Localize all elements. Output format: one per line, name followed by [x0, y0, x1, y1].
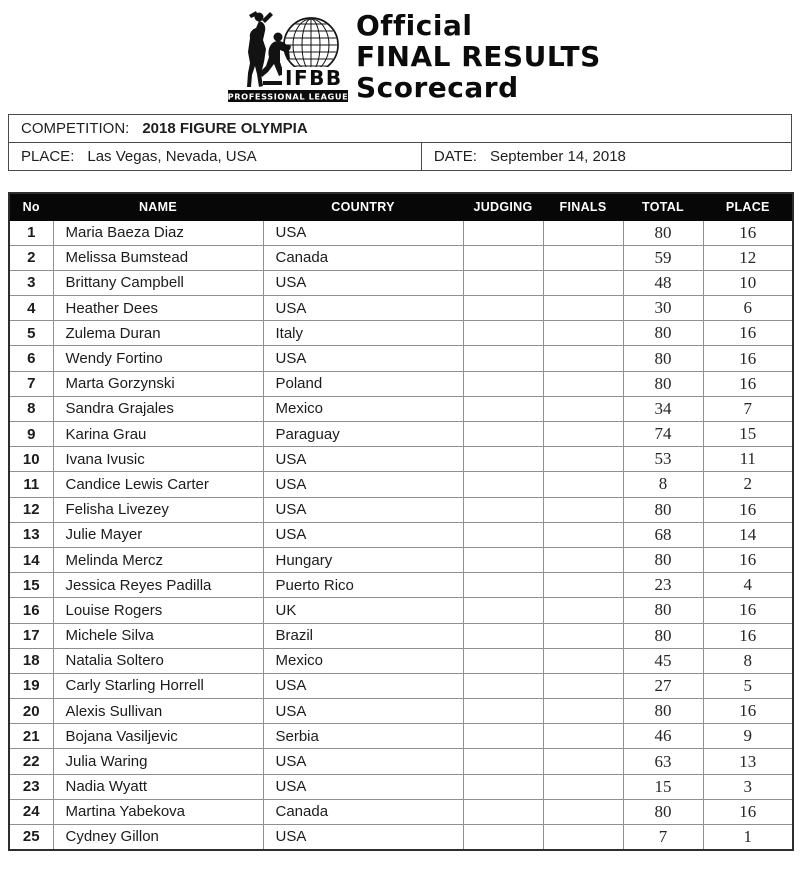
cell-name: Louise Rogers — [53, 598, 263, 623]
cell-place: 16 — [703, 497, 793, 522]
cell-total: 80 — [623, 371, 703, 396]
title-line-final-results: FINAL RESULTS — [356, 40, 601, 73]
cell-finals — [543, 648, 623, 673]
cell-country: Poland — [263, 371, 463, 396]
cell-name: Carly Starling Horrell — [53, 673, 263, 698]
cell-no: 9 — [9, 422, 53, 447]
cell-total: 30 — [623, 296, 703, 321]
cell-place: 10 — [703, 270, 793, 295]
cell-name: Ivana Ivusic — [53, 447, 263, 472]
cell-country: Puerto Rico — [263, 573, 463, 598]
col-header-name: NAME — [53, 193, 263, 220]
cell-total: 7 — [623, 825, 703, 850]
cell-judging — [463, 547, 543, 572]
col-header-place: PLACE — [703, 193, 793, 220]
cell-no: 5 — [9, 321, 53, 346]
cell-place: 16 — [703, 321, 793, 346]
cell-no: 15 — [9, 573, 53, 598]
cell-no: 10 — [9, 447, 53, 472]
cell-total: 80 — [623, 321, 703, 346]
cell-country: Brazil — [263, 623, 463, 648]
cell-country: USA — [263, 472, 463, 497]
cell-name: Nadia Wyatt — [53, 774, 263, 799]
cell-no: 20 — [9, 699, 53, 724]
date-label: DATE: — [433, 148, 477, 165]
table-row — [9, 270, 793, 295]
cell-finals — [543, 396, 623, 421]
table-row — [9, 522, 793, 547]
place-label: PLACE: — [21, 148, 75, 165]
place-date-row — [9, 142, 791, 170]
cell-name: Cydney Gillon — [53, 825, 263, 850]
table-row — [9, 648, 793, 673]
cell-name: Felisha Livezey — [53, 497, 263, 522]
cell-total: 80 — [623, 699, 703, 724]
cell-judging — [463, 270, 543, 295]
cell-total: 80 — [623, 799, 703, 824]
table-row — [9, 623, 793, 648]
cell-judging — [463, 321, 543, 346]
cell-name: Natalia Soltero — [53, 648, 263, 673]
competition-info-box — [8, 114, 792, 171]
competition-value: 2018 FIGURE OLYMPIA — [142, 120, 308, 137]
cell-place: 5 — [703, 673, 793, 698]
cell-total: 80 — [623, 497, 703, 522]
cell-no: 16 — [9, 598, 53, 623]
cell-no: 17 — [9, 623, 53, 648]
cell-country: UK — [263, 598, 463, 623]
competition-row — [9, 115, 791, 142]
table-row — [9, 799, 793, 824]
cell-country: USA — [263, 296, 463, 321]
cell-judging — [463, 623, 543, 648]
cell-judging — [463, 447, 543, 472]
cell-judging — [463, 522, 543, 547]
cell-name: Sandra Grajales — [53, 396, 263, 421]
cell-judging — [463, 699, 543, 724]
competition-label: COMPETITION: — [21, 120, 130, 137]
table-row — [9, 774, 793, 799]
table-row — [9, 346, 793, 371]
cell-total: 80 — [623, 598, 703, 623]
date-cell — [422, 143, 791, 170]
cell-country: Paraguay — [263, 422, 463, 447]
table-row — [9, 245, 793, 270]
cell-judging — [463, 749, 543, 774]
cell-total: 53 — [623, 447, 703, 472]
cell-country: Mexico — [263, 396, 463, 421]
cell-country: Canada — [263, 799, 463, 824]
cell-finals — [543, 522, 623, 547]
cell-place: 14 — [703, 522, 793, 547]
cell-finals — [543, 472, 623, 497]
cell-total: 68 — [623, 522, 703, 547]
cell-finals — [543, 673, 623, 698]
place-cell — [9, 143, 422, 170]
cell-finals — [543, 270, 623, 295]
cell-finals — [543, 547, 623, 572]
cell-judging — [463, 497, 543, 522]
table-row — [9, 321, 793, 346]
cell-country: USA — [263, 447, 463, 472]
cell-judging — [463, 371, 543, 396]
cell-name: Alexis Sullivan — [53, 699, 263, 724]
table-row — [9, 396, 793, 421]
cell-place: 16 — [703, 799, 793, 824]
cell-country: Hungary — [263, 547, 463, 572]
cell-no: 22 — [9, 749, 53, 774]
cell-place: 16 — [703, 346, 793, 371]
cell-judging — [463, 774, 543, 799]
title-line-official: Official — [356, 9, 473, 42]
cell-finals — [543, 573, 623, 598]
cell-place: 9 — [703, 724, 793, 749]
cell-name: Candice Lewis Carter — [53, 472, 263, 497]
cell-no: 1 — [9, 220, 53, 245]
cell-place: 3 — [703, 774, 793, 799]
cell-finals — [543, 799, 623, 824]
cell-finals — [543, 774, 623, 799]
cell-finals — [543, 220, 623, 245]
cell-place: 16 — [703, 547, 793, 572]
cell-name: Zulema Duran — [53, 321, 263, 346]
cell-judging — [463, 245, 543, 270]
cell-country: Mexico — [263, 648, 463, 673]
cell-place: 6 — [703, 296, 793, 321]
cell-judging — [463, 598, 543, 623]
col-header-judging: JUDGING — [463, 193, 543, 220]
cell-judging — [463, 346, 543, 371]
cell-total: 59 — [623, 245, 703, 270]
table-row — [9, 371, 793, 396]
cell-finals — [543, 825, 623, 850]
cell-total: 80 — [623, 623, 703, 648]
cell-place: 11 — [703, 447, 793, 472]
cell-finals — [543, 724, 623, 749]
cell-judging — [463, 220, 543, 245]
cell-country: USA — [263, 346, 463, 371]
table-row — [9, 573, 793, 598]
col-header-finals: FINALS — [543, 193, 623, 220]
cell-place: 16 — [703, 699, 793, 724]
cell-no: 24 — [9, 799, 53, 824]
cell-finals — [543, 623, 623, 648]
cell-finals — [543, 598, 623, 623]
table-row — [9, 673, 793, 698]
cell-place: 16 — [703, 623, 793, 648]
cell-country: Canada — [263, 245, 463, 270]
cell-name: Marta Gorzynski — [53, 371, 263, 396]
cell-place: 15 — [703, 422, 793, 447]
table-row — [9, 699, 793, 724]
cell-place: 1 — [703, 825, 793, 850]
cell-total: 80 — [623, 220, 703, 245]
cell-place: 2 — [703, 472, 793, 497]
cell-country: USA — [263, 220, 463, 245]
ifbb-logo-graphic — [227, 7, 351, 103]
results-table — [8, 192, 794, 851]
cell-country: USA — [263, 673, 463, 698]
cell-judging — [463, 724, 543, 749]
table-row — [9, 598, 793, 623]
cell-judging — [463, 422, 543, 447]
cell-name: Jessica Reyes Padilla — [53, 573, 263, 598]
ifbb-logo — [227, 7, 351, 103]
ifbb-wordmark: IFBB — [285, 66, 343, 90]
cell-total: 23 — [623, 573, 703, 598]
cell-no: 7 — [9, 371, 53, 396]
cell-place: 8 — [703, 648, 793, 673]
col-header-no: No — [9, 193, 53, 220]
cell-total: 27 — [623, 673, 703, 698]
table-row — [9, 825, 793, 850]
cell-no: 11 — [9, 472, 53, 497]
cell-country: USA — [263, 497, 463, 522]
cell-no: 4 — [9, 296, 53, 321]
table-row — [9, 422, 793, 447]
cell-no: 14 — [9, 547, 53, 572]
cell-country: USA — [263, 774, 463, 799]
table-row — [9, 497, 793, 522]
cell-total: 80 — [623, 547, 703, 572]
cell-country: Italy — [263, 321, 463, 346]
cell-no: 23 — [9, 774, 53, 799]
cell-country: Serbia — [263, 724, 463, 749]
cell-no: 3 — [9, 270, 53, 295]
date-value: September 14, 2018 — [489, 148, 626, 165]
cell-judging — [463, 396, 543, 421]
cell-judging — [463, 799, 543, 824]
cell-judging — [463, 648, 543, 673]
table-row — [9, 447, 793, 472]
cell-no: 19 — [9, 673, 53, 698]
cell-total: 48 — [623, 270, 703, 295]
cell-total: 15 — [623, 774, 703, 799]
cell-name: Brittany Campbell — [53, 270, 263, 295]
cell-total: 45 — [623, 648, 703, 673]
cell-finals — [543, 296, 623, 321]
cell-no: 2 — [9, 245, 53, 270]
cell-name: Michele Silva — [53, 623, 263, 648]
cell-no: 13 — [9, 522, 53, 547]
report-title — [356, 10, 601, 103]
table-row — [9, 547, 793, 572]
banner-text: PROFESSIONAL LEAGUE — [227, 91, 349, 102]
cell-name: Maria Baeza Diaz — [53, 220, 263, 245]
cell-place: 13 — [703, 749, 793, 774]
col-header-country: COUNTRY — [263, 193, 463, 220]
table-row — [9, 472, 793, 497]
table-row — [9, 724, 793, 749]
table-row — [9, 220, 793, 245]
cell-place: 4 — [703, 573, 793, 598]
cell-finals — [543, 321, 623, 346]
title-line-scorecard: Scorecard — [356, 71, 519, 104]
cell-finals — [543, 749, 623, 774]
cell-place: 7 — [703, 396, 793, 421]
col-header-total: TOTAL — [623, 193, 703, 220]
cell-judging — [463, 673, 543, 698]
cell-total: 8 — [623, 472, 703, 497]
cell-name: Melissa Bumstead — [53, 245, 263, 270]
cell-name: Melinda Mercz — [53, 547, 263, 572]
cell-no: 12 — [9, 497, 53, 522]
cell-no: 25 — [9, 825, 53, 850]
cell-name: Julia Waring — [53, 749, 263, 774]
table-row — [9, 296, 793, 321]
cell-total: 46 — [623, 724, 703, 749]
cell-name: Bojana Vasiljevic — [53, 724, 263, 749]
cell-country: USA — [263, 522, 463, 547]
cell-finals — [543, 371, 623, 396]
cell-no: 18 — [9, 648, 53, 673]
cell-finals — [543, 346, 623, 371]
table-header-row — [9, 193, 793, 220]
cell-name: Karina Grau — [53, 422, 263, 447]
cell-name: Martina Yabekova — [53, 799, 263, 824]
cell-place: 16 — [703, 598, 793, 623]
cell-total: 74 — [623, 422, 703, 447]
globe-icon — [284, 18, 338, 72]
cell-country: USA — [263, 825, 463, 850]
cell-judging — [463, 825, 543, 850]
cell-no: 8 — [9, 396, 53, 421]
cell-no: 21 — [9, 724, 53, 749]
cell-country: USA — [263, 270, 463, 295]
cell-country: USA — [263, 699, 463, 724]
report-header — [0, 0, 800, 107]
cell-country: USA — [263, 749, 463, 774]
cell-finals — [543, 497, 623, 522]
cell-place: 16 — [703, 371, 793, 396]
cell-name: Heather Dees — [53, 296, 263, 321]
cell-finals — [543, 422, 623, 447]
cell-judging — [463, 573, 543, 598]
cell-no: 6 — [9, 346, 53, 371]
cell-finals — [543, 699, 623, 724]
cell-judging — [463, 472, 543, 497]
table-row — [9, 749, 793, 774]
cell-judging — [463, 296, 543, 321]
cell-total: 80 — [623, 346, 703, 371]
cell-total: 63 — [623, 749, 703, 774]
cell-name: Julie Mayer — [53, 522, 263, 547]
cell-finals — [543, 245, 623, 270]
place-value: Las Vegas, Nevada, USA — [87, 148, 257, 165]
cell-total: 34 — [623, 396, 703, 421]
cell-place: 12 — [703, 245, 793, 270]
cell-name: Wendy Fortino — [53, 346, 263, 371]
cell-finals — [543, 447, 623, 472]
cell-place: 16 — [703, 220, 793, 245]
